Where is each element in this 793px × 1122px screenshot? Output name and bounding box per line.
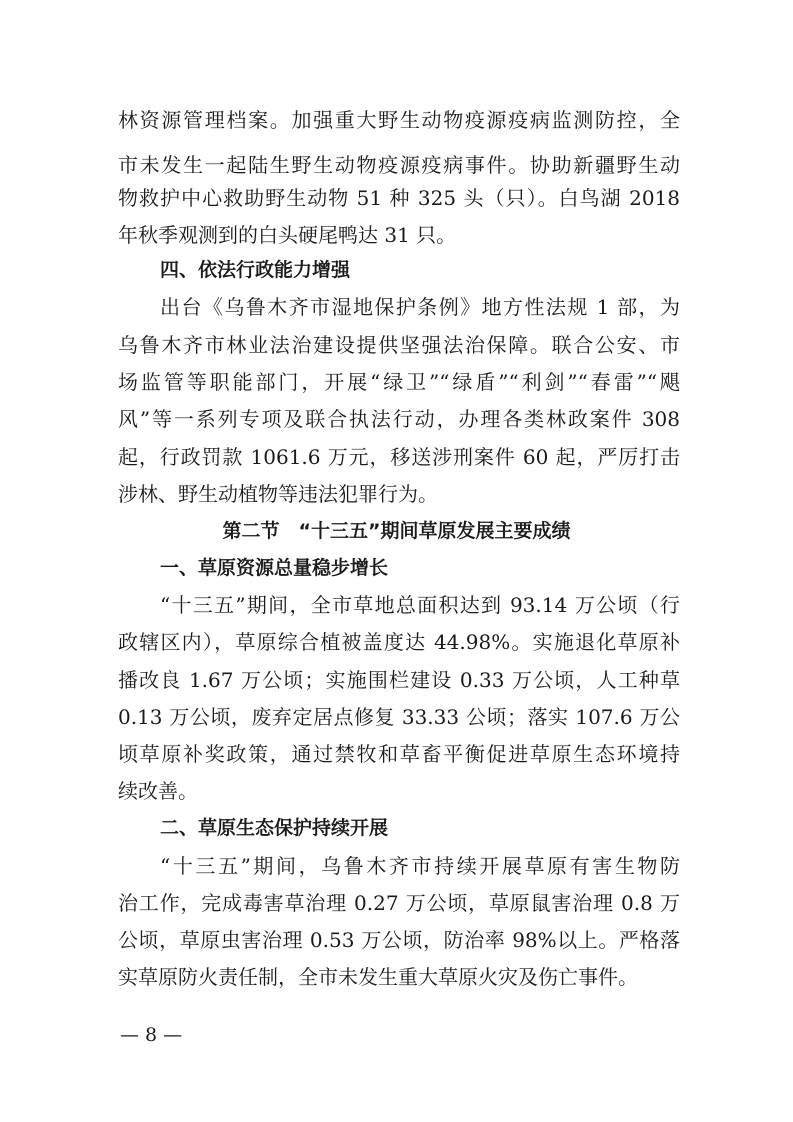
paragraph-line: “十三五”期间，全市草地总面积达到 93.14 万公顷（行 xyxy=(160,593,680,617)
section-heading: 二、草原生态保护持续开展 xyxy=(160,817,389,839)
section-heading: 一、草原资源总量稳步增长 xyxy=(160,557,389,579)
paragraph-line: “十三五”期间，乌鲁木齐市持续开展草原有害生物防 xyxy=(160,854,680,878)
paragraph-line: 出台《乌鲁木齐市湿地保护条例》地方性法规 1 部，为 xyxy=(160,295,680,319)
paragraph-line: 政辖区内），草原综合植被盖度达 44.98%。实施退化草原补 xyxy=(118,630,680,654)
section-heading: 四、依法行政能力增强 xyxy=(160,259,351,281)
paragraph-line: 起，行政罚款 1061.6 万元，移送涉刑案件 60 起，严厉打击 xyxy=(118,445,680,469)
paragraph-line: 风”等一系列专项及联合执法行动，办理各类林政案件 308 xyxy=(118,407,680,431)
paragraph-line: 涉林、野生动植物等违法犯罪行为。 xyxy=(118,482,438,506)
paragraph-line: 乌鲁木齐市林业法治建设提供坚强法治保障。联合公安、市 xyxy=(118,333,680,357)
paragraph-line: 林资源管理档案。加强重大野生动物疫源疫病监测防控，全 xyxy=(118,108,680,132)
paragraph-line: 市未发生一起陆生野生动物疫源疫病事件。协助新疆野生动 xyxy=(118,153,680,177)
paragraph-line: 场监管等职能部门，开展“绿卫”“绿盾”“利剑”“春雷”“飓 xyxy=(118,370,680,394)
paragraph-line: 物救护中心救助野生动物 51 种 325 头（只）。白鸟湖 2018 xyxy=(118,186,680,210)
section-title: 第二节 “十三五”期间草原发展主要成绩 xyxy=(222,520,571,542)
paragraph-line: 治工作，完成毒害草治理 0.27 万公顷，草原鼠害治理 0.8 万 xyxy=(118,891,680,915)
paragraph-line: 播改良 1.67 万公顷；实施围栏建设 0.33 万公顷，人工种草 xyxy=(118,668,680,692)
paragraph-line: 顷草原补奖政策，通过禁牧和草畜平衡促进草原生态环境持 xyxy=(118,742,680,766)
page-number: — 8 — xyxy=(120,1024,183,1046)
paragraph-line: 续改善。 xyxy=(118,779,198,803)
paragraph-line: 公顷，草原虫害治理 0.53 万公顷，防治率 98%以上。严格落 xyxy=(118,928,680,952)
paragraph-line: 年秋季观测到的白头硬尾鸭达 31 只。 xyxy=(118,223,457,247)
paragraph-line: 实草原防火责任制，全市未发生重大草原火灾及伤亡事件。 xyxy=(118,965,638,989)
paragraph-line: 0.13 万公顷，废弃定居点修复 33.33 公顷；落实 107.6 万公 xyxy=(118,705,680,729)
